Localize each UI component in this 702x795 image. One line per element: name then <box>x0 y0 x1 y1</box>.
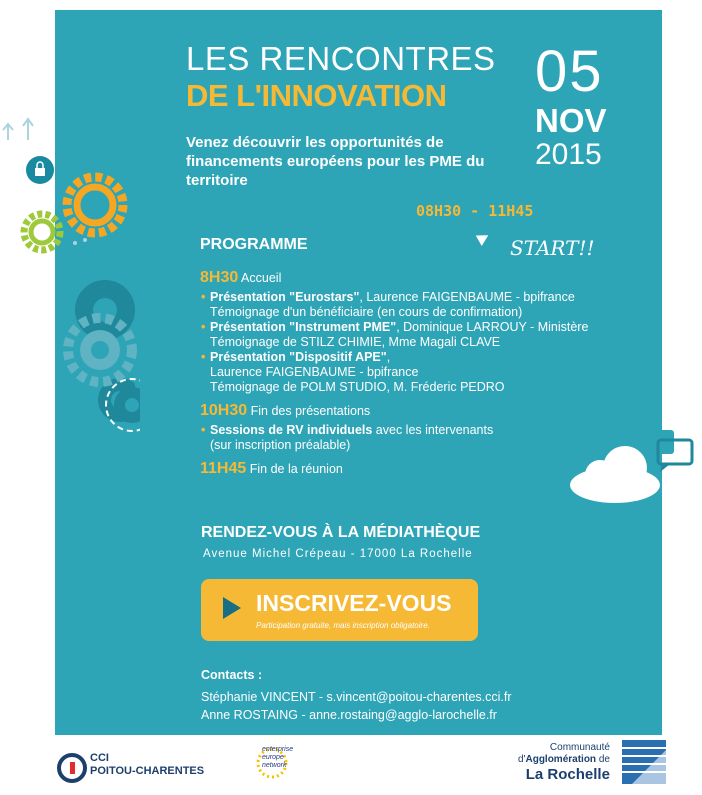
intro-text: Venez découvrir les opportunités de financements européens pour les PME du territoire <box>186 134 485 189</box>
venue-title: RENDEZ-VOUS À LA MÉDIATHÈQUE <box>201 524 481 541</box>
contact-line: Stéphanie VINCENT - s.vincent@poitou-charentes.cci.fr <box>201 690 512 704</box>
rochelle-line2 <box>518 754 610 766</box>
lock-icon <box>26 156 54 184</box>
programme-item <box>200 423 600 453</box>
programme-item-line: Témoignage d'un bénéficiaire (en cours de confirmation) <box>210 305 523 319</box>
cci-logo <box>56 752 88 784</box>
chat-bubble-icon <box>640 428 698 478</box>
programme-item-line: Témoignage de POLM STUDIO, M. Fréderic PEDRO <box>210 380 505 394</box>
cci-line1: CCI <box>90 752 109 764</box>
rochelle-line2a: d' <box>518 754 526 765</box>
session-label: Fin de la réunion <box>249 462 343 476</box>
gear-icon <box>68 318 132 382</box>
session-time: 10H30 <box>200 402 248 419</box>
rochelle-line3: La Rochelle <box>525 766 610 783</box>
een-line1: enterprise <box>262 746 294 753</box>
play-arrow-icon <box>223 597 241 619</box>
event-title-line2: DE L'INNOVATION <box>186 78 447 113</box>
session-time: 11H45 <box>200 460 247 477</box>
rochelle-line2b: Agglomération <box>525 754 597 765</box>
gears-decoration <box>0 100 140 440</box>
een-line2: europe <box>262 754 284 761</box>
programme-item-title: Présentation "Instrument PME" <box>210 320 397 334</box>
register-label: INSCRIVEZ-VOUS <box>256 590 452 616</box>
programme-list <box>200 270 600 477</box>
programme-item-title: Présentation "Dispositif APE" <box>210 350 387 364</box>
programme-item-detail: , Dominique LARROUY - Ministère <box>396 320 589 334</box>
cci-logo-text <box>90 752 204 778</box>
date-year: 2015 <box>535 138 602 171</box>
rochelle-logo-text <box>518 742 610 784</box>
register-button[interactable] <box>201 579 478 641</box>
programme-item-line: (sur inscription préalable) <box>210 438 351 452</box>
session-8h30 <box>200 270 600 286</box>
een-logo-text <box>262 746 293 770</box>
programme-item <box>200 320 600 350</box>
programme-item-detail: avec les intervenants <box>372 423 494 437</box>
rochelle-line2c: de <box>596 754 610 765</box>
event-title-line1: LES RENCONTRES <box>186 40 496 77</box>
programme-title: PROGRAMME <box>200 236 308 253</box>
gear-icon <box>106 379 140 431</box>
programme-item-title: Sessions de RV individuels <box>210 423 373 437</box>
rochelle-logo-mark <box>622 740 666 784</box>
venue-address: Avenue Michel Crépeau - 17000 La Rochelle <box>203 548 473 560</box>
register-sub: Participation gratuite, mais inscription obligatoire. <box>256 621 430 630</box>
rochelle-line1: Communauté <box>549 742 610 753</box>
contacts <box>201 666 512 724</box>
programme-item-line: Témoignage de STILZ CHIMIE, Mme Magali CLAVE <box>210 335 501 349</box>
contact-line: Anne ROSTAING - anne.rostaing@agglo-larochelle.fr <box>201 708 497 722</box>
session-11h45 <box>200 461 600 477</box>
programme-item-detail: , Laurence FAIGENBAUME - bpifrance <box>359 290 575 304</box>
programme-item-detail: , <box>386 350 391 364</box>
programme-item-title: Présentation "Eurostars" <box>210 290 360 304</box>
gear-icon <box>67 177 123 233</box>
programme-item <box>200 290 600 320</box>
time-range: 08H30 - 11H45 <box>416 202 534 220</box>
cci-line2: POITOU-CHARENTES <box>90 765 205 777</box>
date-day: 05 <box>535 39 604 104</box>
contacts-title: Contacts : <box>201 668 263 682</box>
session-time: 8H30 <box>200 269 239 286</box>
gear-icon <box>24 214 60 250</box>
programme-item-line: Laurence FAIGENBAUME - bpifrance <box>210 365 419 379</box>
date-month: NOV <box>535 102 607 139</box>
start-label: START!! <box>510 236 595 260</box>
session-10h30 <box>200 403 600 419</box>
session-label: Fin des présentations <box>250 404 371 418</box>
session-label: Accueil <box>241 271 282 285</box>
een-line3: network <box>262 762 287 769</box>
programme-item <box>200 350 600 395</box>
